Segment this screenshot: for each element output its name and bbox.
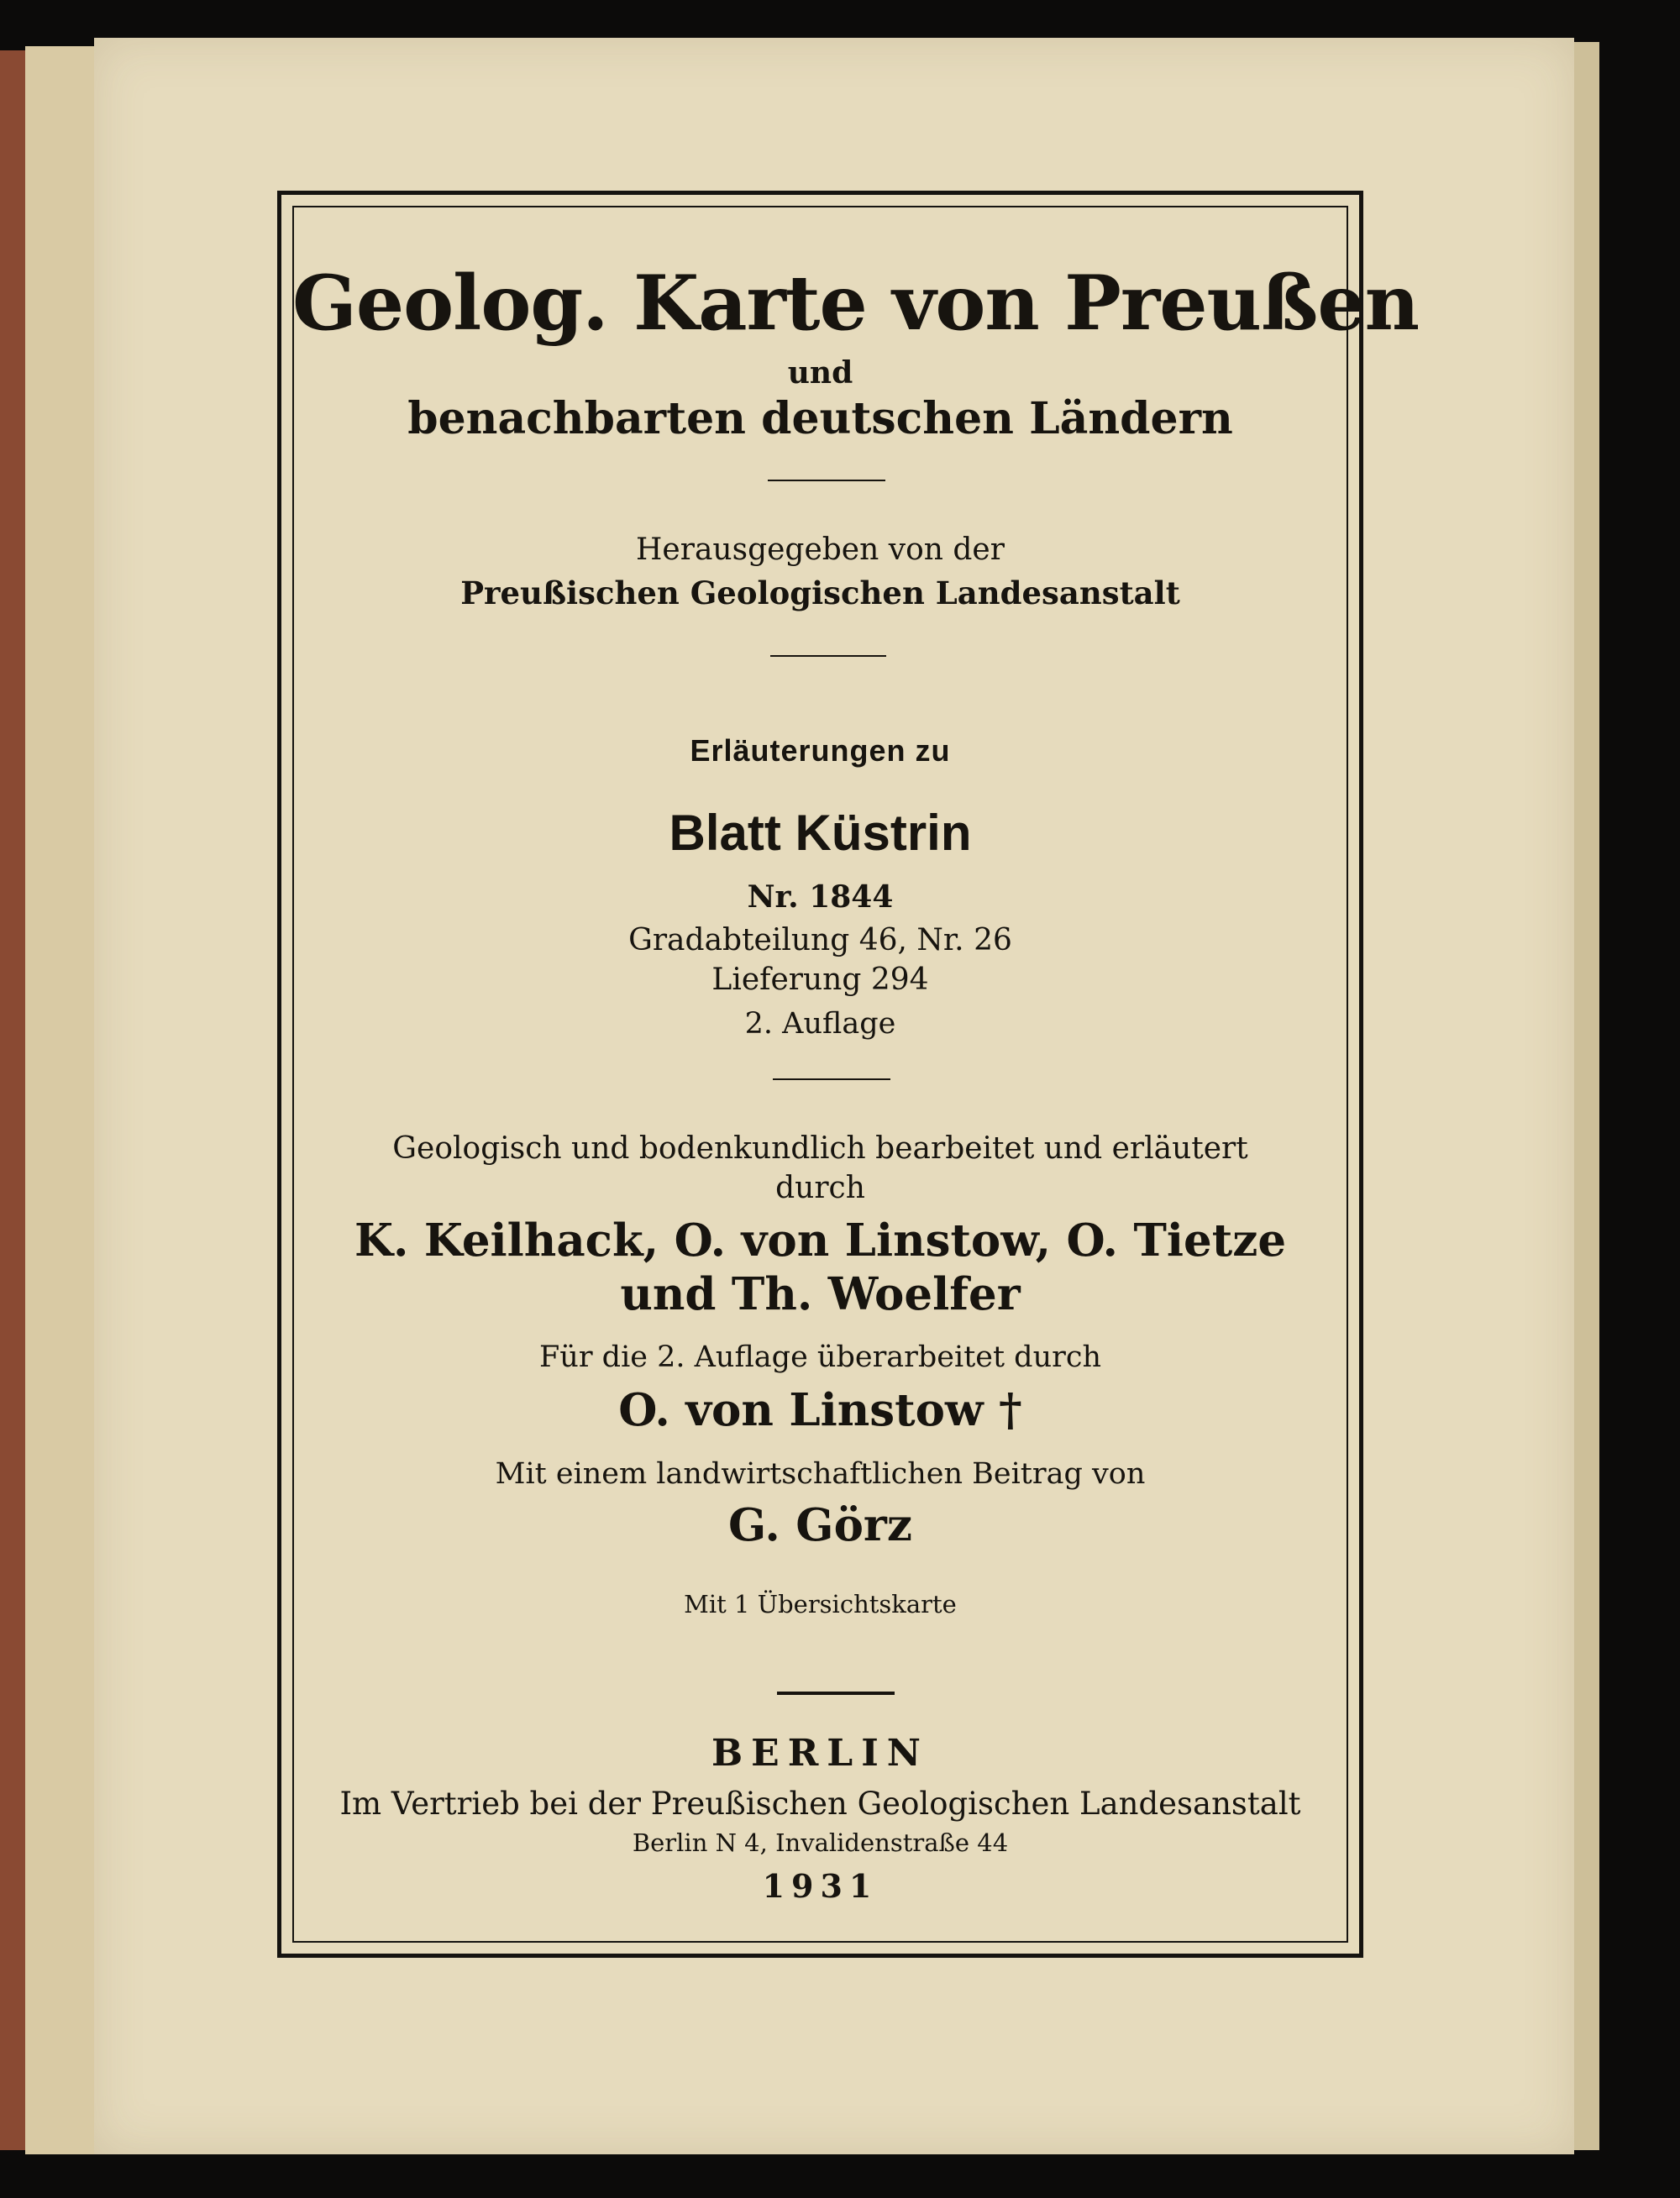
revision-intro: Für die 2. Auflage überarbeitet durch [539,1340,1101,1374]
imprint-distribution: Im Vertrieb bei der Preußischen Geologischen Landesanstalt [339,1786,1301,1822]
imprint-city: BERLIN [711,1732,930,1775]
authors-intro: Geologisch und bodenkundlich bearbeitet und erläutert [392,1131,1248,1166]
title-conjunction: und [787,355,853,391]
divider-rule [773,1078,890,1080]
divider-rule [768,480,885,481]
authors-line-2: und Th. Woelfer [620,1268,1021,1320]
publisher-intro: Herausgegeben von der [636,532,1005,567]
delivery-number: Lieferung 294 [711,963,929,997]
edition: 2. Auflage [744,1007,896,1041]
page-stack-edge [1574,42,1599,2150]
grade-division: Gradabteilung 46, Nr. 26 [628,923,1012,957]
sheet-number: Nr. 1844 [747,879,894,915]
reviser-name: O. von Linstow † [618,1384,1022,1436]
title-subtitle: benachbarten deutschen Ländern [407,393,1233,444]
imprint-address: Berlin N 4, Invalidenstraße 44 [632,1828,1009,1857]
map-note: Mit 1 Übersichtskarte [684,1590,957,1618]
imprint-year: 1931 [762,1867,879,1905]
inner-border-frame [292,206,1420,1943]
previous-page-edge [25,46,96,2154]
sheet-title: Blatt Küstrin [669,805,972,861]
publisher-name: Preußischen Geologischen Landesanstalt [460,574,1180,611]
explanations-heading: Erläuterungen zu [690,733,951,768]
book-spine-edge [0,50,25,2150]
divider-rule-bold [777,1692,895,1695]
divider-rule [770,655,886,657]
contributor-name: G. Görz [728,1499,912,1551]
main-title: Geolog. Karte von Preußen [292,259,1420,348]
authors-intro-durch: durch [775,1171,865,1205]
contribution-intro: Mit einem landwirtschaftlichen Beitrag von [495,1457,1146,1491]
authors-line-1: K. Keilhack, O. von Linstow, O. Tietze [354,1214,1287,1267]
